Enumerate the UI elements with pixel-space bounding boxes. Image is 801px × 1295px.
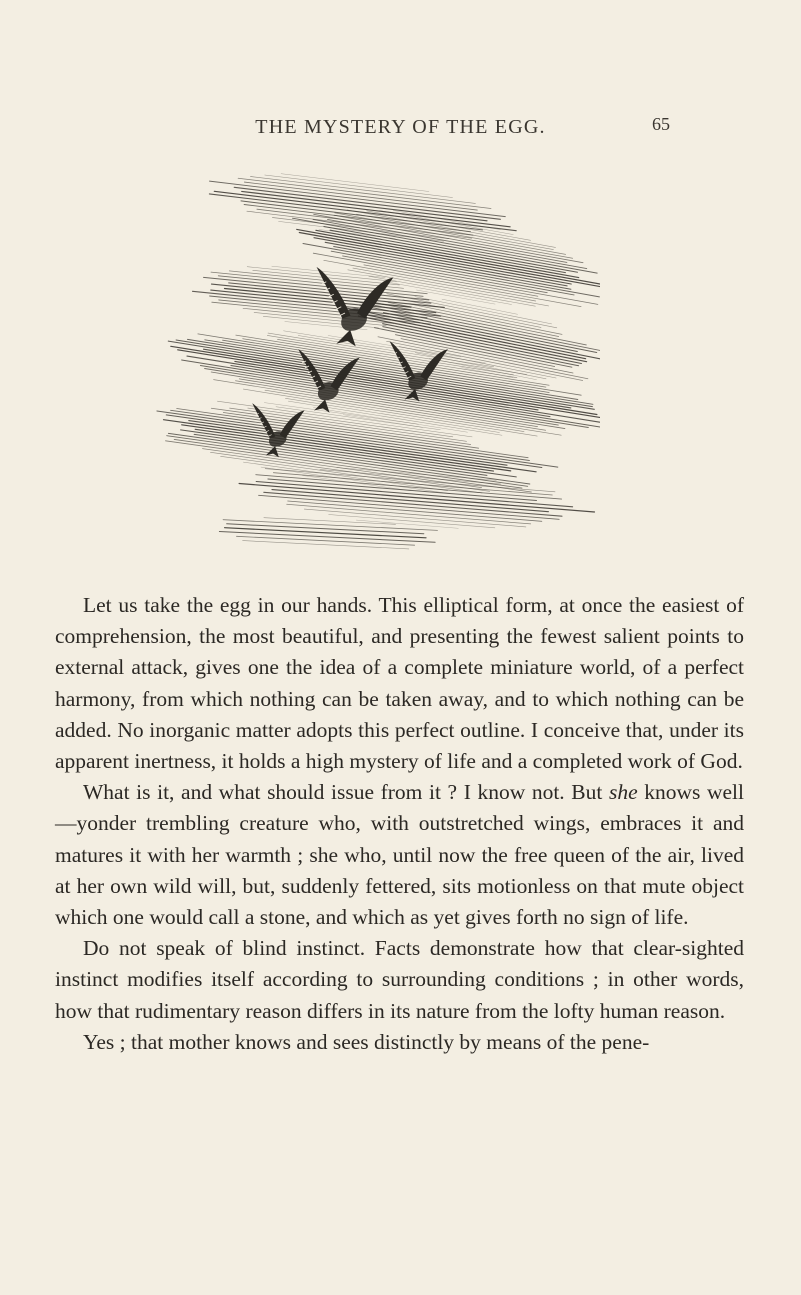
hatch-line [272,266,386,277]
hatch-line [237,536,415,545]
hatch-line [334,247,571,290]
hatch-line [330,230,565,272]
hatch-line [218,276,423,297]
body-text [55,590,744,1058]
paragraph-2-rest: knows well—yonder trembling creature who, with outstretched wings, embraces it and matures it with her warmth ; she who, until now the free queen of the air, lived at her own wild will, but, suddenly fettered, sits motionless on that mute object which one would call a stone, and which as yet gives forth no sign of life. [55,780,744,930]
hatch-line [304,509,526,527]
hatch-line [264,518,396,525]
hatch-line [358,316,586,362]
hatch-line [316,230,579,277]
hatch-line [182,425,511,471]
running-head [0,114,801,144]
hatch-line [223,340,549,392]
paragraph-3: Do not speak of blind instinct. Facts demonstrate how that clear-sighted instinct modifies itself according to surrounding conditions ; in other words, how that rudimentary reason differs in its nature from the lofty human reason. [55,936,744,1023]
hatch-line [157,411,558,467]
hatch-line [188,339,593,404]
hatch-line [171,410,530,460]
hatch-line [329,515,495,528]
page-number: 65 [652,114,670,134]
hatch-line [243,541,409,549]
hatch-line [211,290,436,313]
engraving-drawing [150,168,600,560]
paragraph-2-italic: she [608,780,638,805]
hatch-line [256,482,572,507]
hatch-line [181,430,517,477]
running-title: THE MYSTERY OF THE EGG. [255,116,546,138]
birds-engraving [150,168,600,560]
paragraph-2-start: What is it, and what should issue from it ? I know not. But [83,780,609,805]
paragraph-4: Yes ; that mother knows and sees distinctly by means of the pene- [83,1029,650,1054]
hatch-line [380,211,514,235]
hatch-line [357,214,554,249]
hatch-line [177,409,528,458]
hatch-line [313,219,587,268]
hatch-line [204,349,571,408]
paragraph-2 [55,777,744,933]
hatch-line [238,178,491,208]
hatch-line [205,369,559,426]
hatch-line [361,314,585,359]
hatch-line [368,301,587,345]
hatch-line [182,360,600,427]
hatch-line [195,429,493,471]
hatch-line [334,215,572,258]
hatch-line [272,490,548,512]
hatch-line [293,218,598,273]
paragraph-1: Let us take the egg in our hands. This elliptical form, at once the easiest of comprehension, the most beautiful, and presenting the fewest salient points to external attack, gives one the idea of a complete miniature world, of a perfect harmony, from which nothing can be taken away, and to which nothing can be added. No inorganic matter adopts this perfect outline. I conceive that, under its apparent inertness, it holds a high mystery of life and a completed work of God. [55,593,744,774]
hatch-line [242,191,487,220]
